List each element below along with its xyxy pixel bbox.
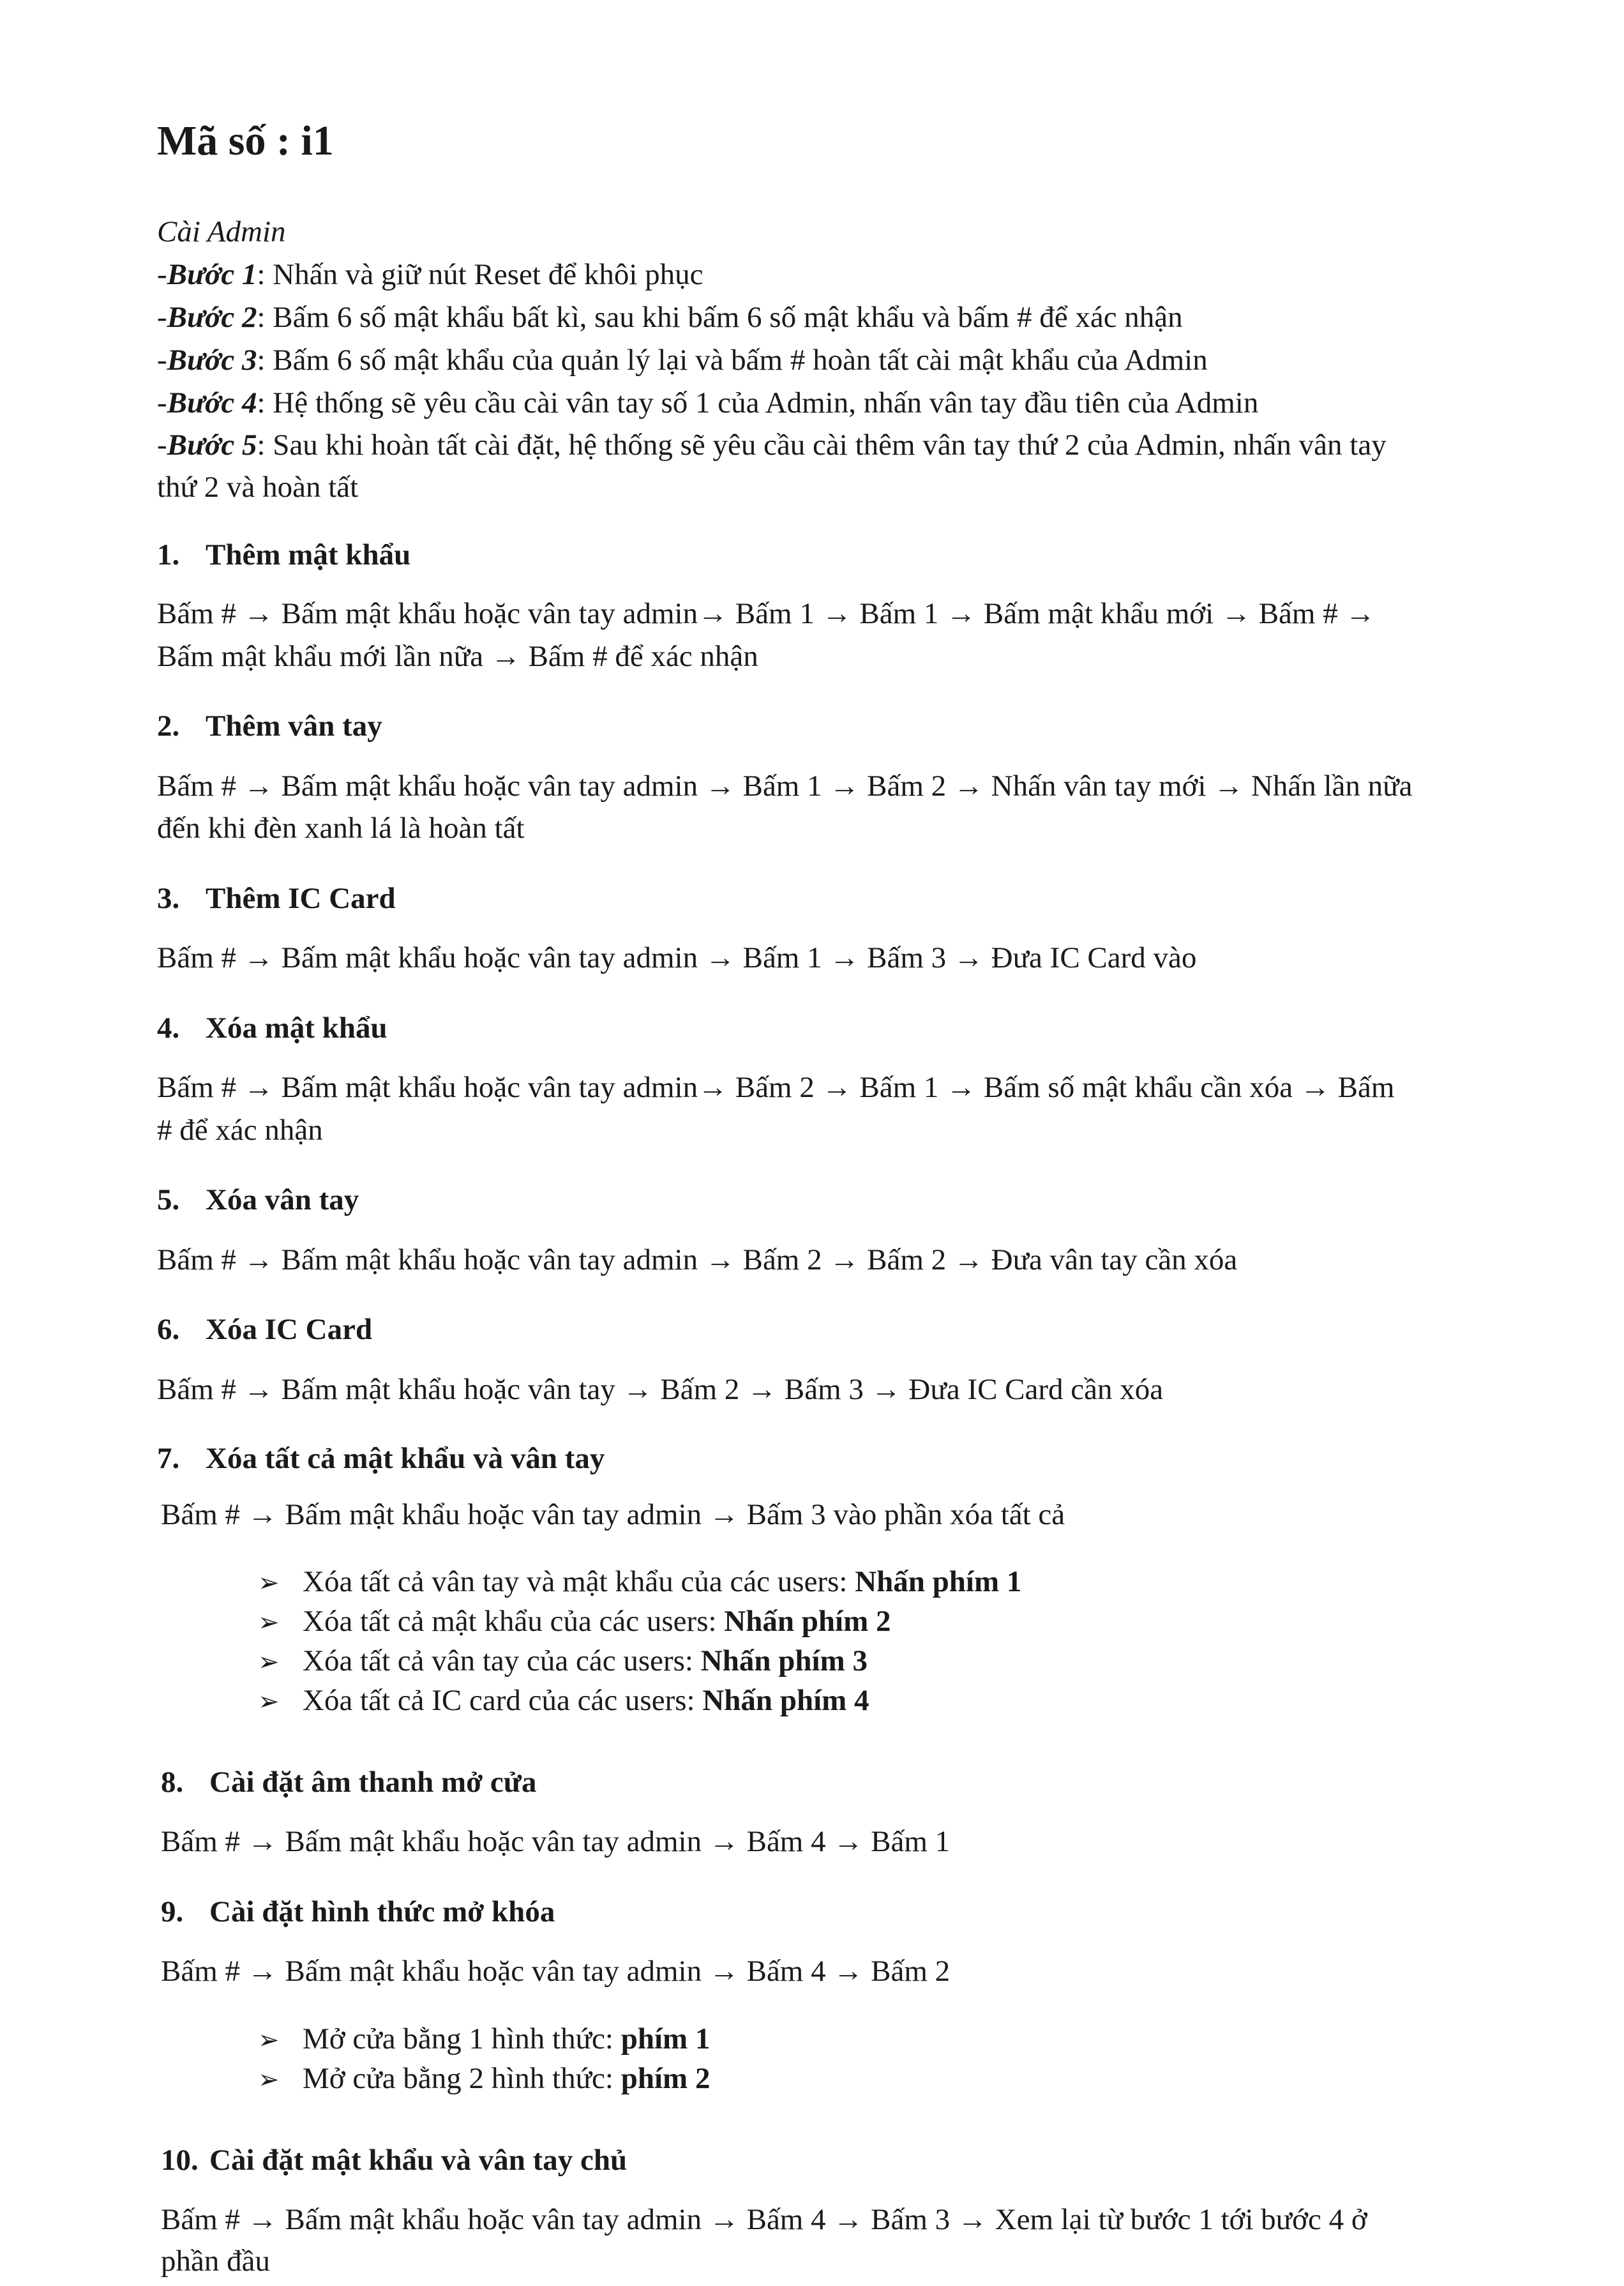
list-item: ➢ Mở cửa bằng 2 hình thức: phím 2 <box>258 2059 710 2100</box>
admin-step-3: -Bước 3: Bấm 6 số mật khẩu của quản lý lại và bấm # hoàn tất cài mật khẩu của Admin <box>157 344 1208 377</box>
instruction-line: Bấm mật khẩu mới lần nữa → Bấm # để xác nhận <box>157 640 758 673</box>
section-heading: 5. Xóa vân tay <box>157 1183 359 1216</box>
instruction-line: Bấm # → Bấm mật khẩu hoặc vân tay admin → Bấm 4 → Bấm 2 <box>161 1955 951 1988</box>
admin-step-2: -Bước 2: Bấm 6 số mật khẩu bất kì, sau khi bấm 6 số mật khẩu và bấm # để xác nhận <box>157 301 1183 334</box>
instruction-line: Bấm # → Bấm mật khẩu hoặc vân tay admin → Bấm 3 vào phần xóa tất cả <box>161 1498 1065 1531</box>
instruction-line: Bấm # → Bấm mật khẩu hoặc vân tay admin → Bấm 4 → Bấm 1 <box>161 1825 951 1858</box>
arrowhead-bullet-icon: ➢ <box>258 2065 280 2094</box>
admin-step-1: -Bước 1: Nhấn và giữ nút Reset để khôi phục <box>157 258 703 291</box>
section-heading: 10. Cài đặt mật khẩu và vân tay chủ <box>161 2144 628 2177</box>
instruction-line: Bấm # → Bấm mật khẩu hoặc vân tay admin→ Bấm 2 → Bấm 1 → Bấm số mật khẩu cần xóa → Bấm <box>157 1071 1395 1104</box>
section-heading: 7. Xóa tất cả mật khẩu và vân tay <box>157 1442 605 1475</box>
list-item: ➢ Xóa tất cả mật khẩu của các users: Nhấn phím 2 <box>258 1601 891 1642</box>
admin-setup-heading: Cài Admin <box>157 215 286 248</box>
arrowhead-bullet-icon: ➢ <box>258 1608 280 1637</box>
section-heading: 6. Xóa IC Card <box>157 1313 373 1346</box>
section-heading: 9. Cài đặt hình thức mở khóa <box>161 1895 555 1928</box>
instruction-line: Bấm # → Bấm mật khẩu hoặc vân tay admin → Bấm 1 → Bấm 2 → Nhấn vân tay mới → Nhấn lần nữa <box>157 769 1413 803</box>
instruction-line: Bấm # → Bấm mật khẩu hoặc vân tay → Bấm 2 → Bấm 3 → Đưa IC Card cần xóa <box>157 1373 1164 1406</box>
section-heading: 8. Cài đặt âm thanh mở cửa <box>161 1766 537 1799</box>
list-item: ➢ Xóa tất cả vân tay và mật khẩu của các users: Nhấn phím 1 <box>258 1562 1021 1603</box>
section-heading: 3. Thêm IC Card <box>157 882 396 915</box>
instruction-line: Bấm # → Bấm mật khẩu hoặc vân tay admin → Bấm 1 → Bấm 3 → Đưa IC Card vào <box>157 941 1197 974</box>
admin-step-5: -Bước 5: Sau khi hoàn tất cài đặt, hệ thống sẽ yêu cầu cài thêm vân tay thứ 2 của Admin, nhấn vân tay <box>157 428 1387 462</box>
arrowhead-bullet-icon: ➢ <box>258 2025 280 2055</box>
page-title: Mã số : i1 <box>157 117 334 164</box>
list-item: ➢ Xóa tất cả IC card của các users: Nhấn phím 4 <box>258 1681 869 1722</box>
arrowhead-bullet-icon: ➢ <box>258 1568 280 1598</box>
section-heading: 4. Xóa mật khẩu <box>157 1011 387 1045</box>
section-heading: 2. Thêm vân tay <box>157 709 382 743</box>
instruction-line: Bấm # → Bấm mật khẩu hoặc vân tay admin → Bấm 2 → Bấm 2 → Đưa vân tay cần xóa <box>157 1243 1238 1276</box>
admin-step-5-continuation: thứ 2 và hoàn tất <box>157 471 359 504</box>
admin-step-4: -Bước 4: Hệ thống sẽ yêu cầu cài vân tay số 1 của Admin, nhấn vân tay đầu tiên của Admin <box>157 386 1259 420</box>
instruction-line: Bấm # → Bấm mật khẩu hoặc vân tay admin → Bấm 4 → Bấm 3 → Xem lại từ bước 1 tới bước 4 ở <box>161 2203 1367 2236</box>
list-item: ➢ Mở cửa bằng 1 hình thức: phím 1 <box>258 2019 710 2060</box>
arrowhead-bullet-icon: ➢ <box>258 1687 280 1716</box>
list-item: ➢ Xóa tất cả vân tay của các users: Nhấn phím 3 <box>258 1641 868 1682</box>
instruction-line: đến khi đèn xanh lá là hoàn tất <box>157 812 525 845</box>
instruction-line: phần đầu <box>161 2244 270 2278</box>
instruction-line: # để xác nhận <box>157 1114 323 1147</box>
section-heading: 1. Thêm mật khẩu <box>157 538 411 572</box>
arrowhead-bullet-icon: ➢ <box>258 1647 280 1677</box>
instruction-line: Bấm # → Bấm mật khẩu hoặc vân tay admin→ Bấm 1 → Bấm 1 → Bấm mật khẩu mới → Bấm # → <box>157 597 1376 630</box>
